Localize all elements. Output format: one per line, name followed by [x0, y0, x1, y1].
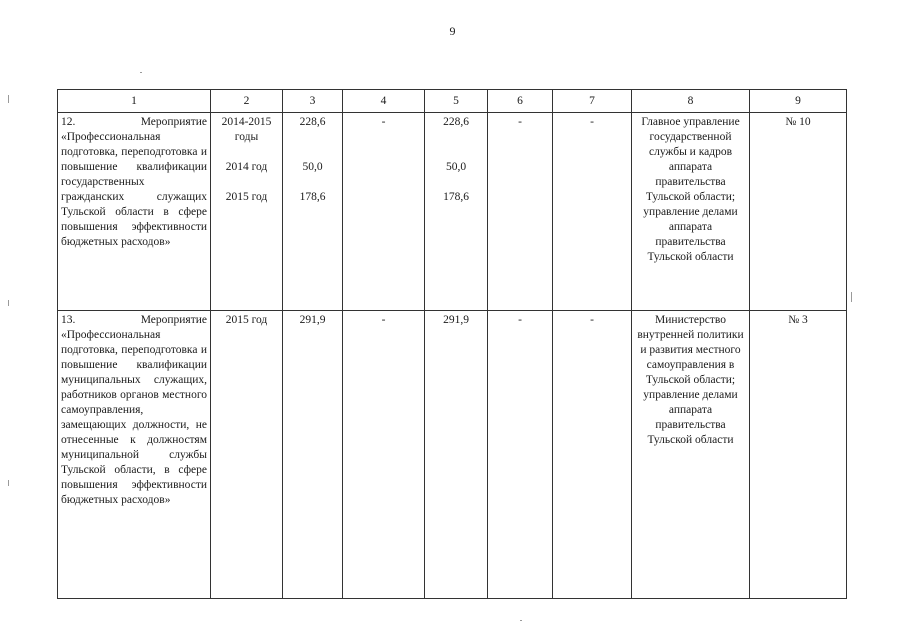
- reference-cell: № 3: [750, 311, 847, 599]
- page-number: 9: [449, 24, 456, 38]
- amount-value: 50,0: [302, 161, 323, 173]
- amount-cell: [343, 113, 425, 311]
- column-header: 3: [283, 90, 343, 113]
- amount-value: 50,0: [445, 161, 467, 173]
- amount-cell: [553, 311, 632, 599]
- budget-table: [57, 89, 847, 599]
- scan-speck: [8, 480, 9, 486]
- table-row: [58, 311, 847, 599]
- measure-description: 12. Мероприятие «Профессиональная подготовка, переподготовка и повышение квалификации государственных гражданских служащих Тульской области в сфере повышения эффективности бюджетных расходов»: [58, 113, 211, 311]
- measure-description: 13. Мероприятие «Профессиональная подготовка, переподготовка и повышение квалификации муниципальных служащих, работников органов местного самоуправления, замещающих должности, не отнесенные к должностям муниципальной службы Тульской области, в сфере повышения эффективности бюджетных расходов»: [58, 311, 211, 599]
- period-value: 2015 год: [225, 314, 268, 326]
- column-header: 5: [425, 90, 488, 113]
- amount-cell: [553, 113, 632, 311]
- scan-speck: [851, 292, 852, 302]
- amount-cell: [283, 311, 343, 599]
- amount-value: -: [590, 314, 594, 326]
- amount-value: 178,6: [299, 191, 326, 203]
- amount-value: 291,9: [443, 314, 469, 326]
- amount-value: -: [590, 116, 594, 128]
- period-value: 2014 год: [225, 161, 268, 173]
- amount-value: -: [518, 116, 522, 128]
- amount-value: 228,6: [299, 116, 326, 128]
- scan-speck: [140, 72, 142, 73]
- amount-cell: [425, 113, 488, 311]
- amount-value: 291,9: [299, 314, 326, 326]
- column-header: 2: [211, 90, 283, 113]
- amount-cell: [488, 311, 553, 599]
- scan-speck: [520, 620, 522, 621]
- period-cell: [211, 311, 283, 599]
- responsible-cell: Министерство внутренней политики и развития местного самоуправления в Тульской области; управление делами аппарата правительства Тульской области: [632, 311, 750, 599]
- column-header: 7: [553, 90, 632, 113]
- amount-value: -: [381, 116, 386, 128]
- period-cell: [211, 113, 283, 311]
- column-header: 9: [750, 90, 847, 113]
- scan-speck: [8, 95, 9, 103]
- column-header: 6: [488, 90, 553, 113]
- header-row: [58, 90, 847, 113]
- column-header: 8: [632, 90, 750, 113]
- amount-cell: [343, 311, 425, 599]
- amount-value: 178,6: [443, 191, 469, 203]
- column-header: 4: [343, 90, 425, 113]
- column-header: 1: [58, 90, 211, 113]
- amount-value: -: [381, 314, 386, 326]
- amount-cell: [488, 113, 553, 311]
- responsible-cell: Главное управление государственной службы и кадров аппарата правительства Тульской области; управление делами аппарата правительства Тульской области: [632, 113, 750, 311]
- amount-value: -: [518, 314, 522, 326]
- scan-speck: [8, 300, 9, 306]
- amount-cell: [425, 311, 488, 599]
- period-value: 2015 год: [225, 191, 268, 203]
- amount-cell: [283, 113, 343, 311]
- amount-value: 228,6: [443, 116, 469, 128]
- period-value: 2014-2015 годы: [221, 116, 272, 143]
- table-row: [58, 113, 847, 311]
- reference-cell: № 10: [750, 113, 847, 311]
